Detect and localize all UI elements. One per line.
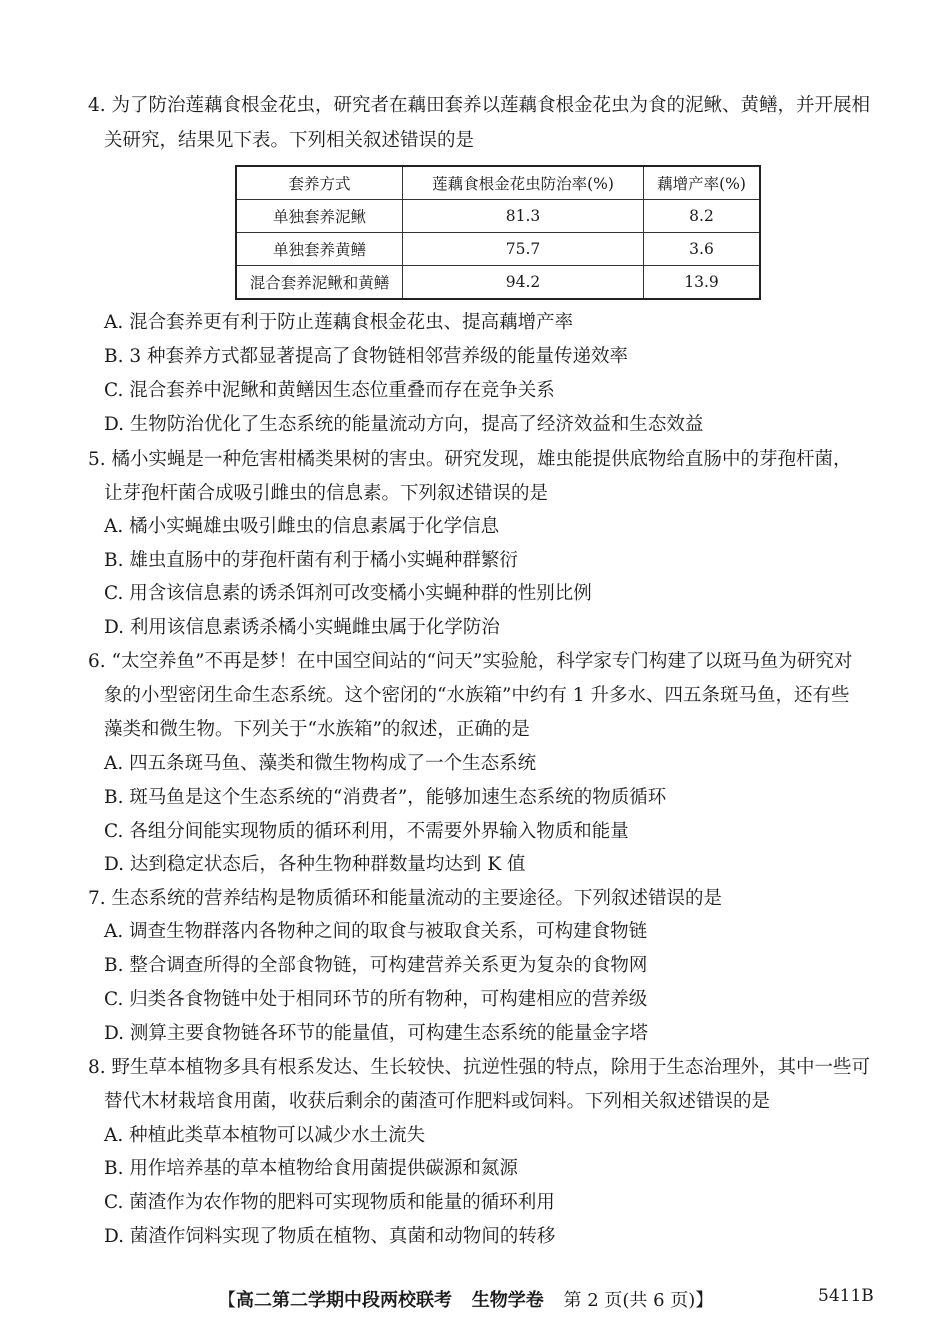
question-8-option-a[interactable]: A. 种植此类草本植物可以减少水土流失 xyxy=(104,1125,426,1146)
question-4-option-c[interactable]: C. 混合套养中泥鳅和黄鳝因生态位重叠而存在竞争关系 xyxy=(104,380,555,401)
question-4-stem-line2: 关研究，结果见下表。下列相关叙述错误的是 xyxy=(104,130,475,151)
question-6-option-c[interactable]: C. 各组分间能实现物质的循环利用，不需要外界输入物质和能量 xyxy=(104,821,629,842)
question-4-option-b[interactable]: B. 3 种套养方式都显著提高了食物链相邻营养级的能量传递效率 xyxy=(104,346,629,367)
table-row xyxy=(236,233,760,266)
question-8-option-c[interactable]: C. 菌渣作为农作物的肥料可实现物质和能量的循环利用 xyxy=(104,1192,555,1213)
footer-paper-code: 5411B xyxy=(818,1286,874,1306)
table-header-cell: 莲藕食根金花虫防治率(%) xyxy=(403,166,644,200)
question-6-stem-line2: 象的小型密闭生命生态系统。这个密闭的“水族箱”中约有 1 升多水、四五条斑马鱼，还有些 xyxy=(104,685,850,706)
question-6-option-a[interactable]: A. 四五条斑马鱼、藻类和微生物构成了一个生态系统 xyxy=(104,753,537,774)
question-5-option-c[interactable]: C. 用含该信息素的诱杀饵剂可改变橘小实蝇种群的性别比例 xyxy=(104,583,592,604)
question-5-option-d[interactable]: D. 利用该信息素诱杀橘小实蝇雌虫属于化学防治 xyxy=(104,617,500,638)
table-cell: 94.2 xyxy=(403,266,644,300)
question-6-stem-line1: 6. “太空养鱼”不再是梦！在中国空间站的“问天”实验舱，科学家专门构建了以斑马鱼为研究对 xyxy=(88,651,853,672)
table-row xyxy=(236,200,760,233)
table-cell: 8.2 xyxy=(644,200,761,233)
question-7-stem-line1: 7. 生态系统的营养结构是物质循环和能量流动的主要途径。下列叙述错误的是 xyxy=(88,888,723,909)
question-4-stem-line1: 4. 为了防治莲藕食根金花虫，研究者在藕田套养以莲藕食根金花虫为食的泥鳅、黄鳝，并开展相 xyxy=(88,95,871,116)
table-cell: 13.9 xyxy=(644,266,761,300)
table-cell: 单独套养泥鳅 xyxy=(236,200,403,233)
question-4-option-a[interactable]: A. 混合套养更有利于防止莲藕食根金花虫、提高藕增产率 xyxy=(104,312,574,333)
question-4-option-d[interactable]: D. 生物防治优化了生态系统的能量流动方向，提高了经济效益和生态效益 xyxy=(104,414,704,435)
table-header-row xyxy=(236,166,760,200)
question-8-option-b[interactable]: B. 用作培养基的草本植物给食用菌提供碳源和氮源 xyxy=(104,1158,518,1179)
page-footer xyxy=(218,1286,713,1312)
footer-bracket-open: 【 xyxy=(218,1290,236,1311)
question-7-option-a[interactable]: A. 调查生物群落内各物种之间的取食与被取食关系，可构建食物链 xyxy=(104,921,648,942)
question-7-option-c[interactable]: C. 归类各食物链中处于相同环节的所有物种，可构建相应的营养级 xyxy=(104,989,648,1010)
question-8-option-d[interactable]: D. 菌渣作饲料实现了物质在植物、真菌和动物间的转移 xyxy=(104,1226,556,1247)
footer-page-number: 第 2 页(共 6 页) xyxy=(563,1290,696,1311)
question-6-option-d[interactable]: D. 达到稳定状态后，各种生物种群数量均达到 K 值 xyxy=(104,854,526,875)
table-header-cell: 藕增产率(%) xyxy=(644,166,761,200)
question-8-stem-line2: 替代木材栽培食用菌，收获后剩余的菌渣可作肥料或饲料。下列相关叙述错误的是 xyxy=(104,1091,771,1112)
question-6-stem-line3: 藻类和微生物。下列关于“水族箱”的叙述，正确的是 xyxy=(104,719,530,740)
question-5-stem-line1: 5. 橘小实蝇是一种危害柑橘类果树的害虫。研究发现，雄虫能提供底物给直肠中的芽孢杆菌， xyxy=(88,449,852,470)
table-cell: 单独套养黄鳝 xyxy=(236,233,403,266)
table-cell: 75.7 xyxy=(403,233,644,266)
table-cell: 81.3 xyxy=(403,200,644,233)
question-7-option-b[interactable]: B. 整合调查所得的全部食物链，可构建营养关系更为复杂的食物网 xyxy=(104,955,648,976)
question-5-stem-line2: 让芽孢杆菌合成吸引雌虫的信息素。下列叙述错误的是 xyxy=(104,483,549,504)
table-cell: 混合套养泥鳅和黄鳝 xyxy=(236,266,403,300)
table-header-cell: 套养方式 xyxy=(236,166,403,200)
question-8-stem-line1: 8. 野生草本植物多具有根系发达、生长较快、抗逆性强的特点，除用于生态治理外，其中一些可 xyxy=(88,1057,871,1078)
footer-exam-name: 高二第二学期中段两校联考 xyxy=(236,1290,452,1311)
footer-bracket-close: 】 xyxy=(695,1290,714,1311)
question-7-option-d[interactable]: D. 测算主要食物链各环节的能量值，可构建生态系统的能量金字塔 xyxy=(104,1023,648,1044)
question-5-option-b[interactable]: B. 雄虫直肠中的芽孢杆菌有利于橘小实蝇种群繁衍 xyxy=(104,550,518,571)
results-table xyxy=(235,165,761,300)
table-row xyxy=(236,266,760,300)
table-cell: 3.6 xyxy=(644,233,761,266)
question-6-option-b[interactable]: B. 斑马鱼是这个生态系统的“消费者”，能够加速生态系统的物质循环 xyxy=(104,787,667,808)
footer-subject: 生物学卷 xyxy=(471,1290,544,1311)
question-5-option-a[interactable]: A. 橘小实蝇雄虫吸引雌虫的信息素属于化学信息 xyxy=(104,516,500,537)
